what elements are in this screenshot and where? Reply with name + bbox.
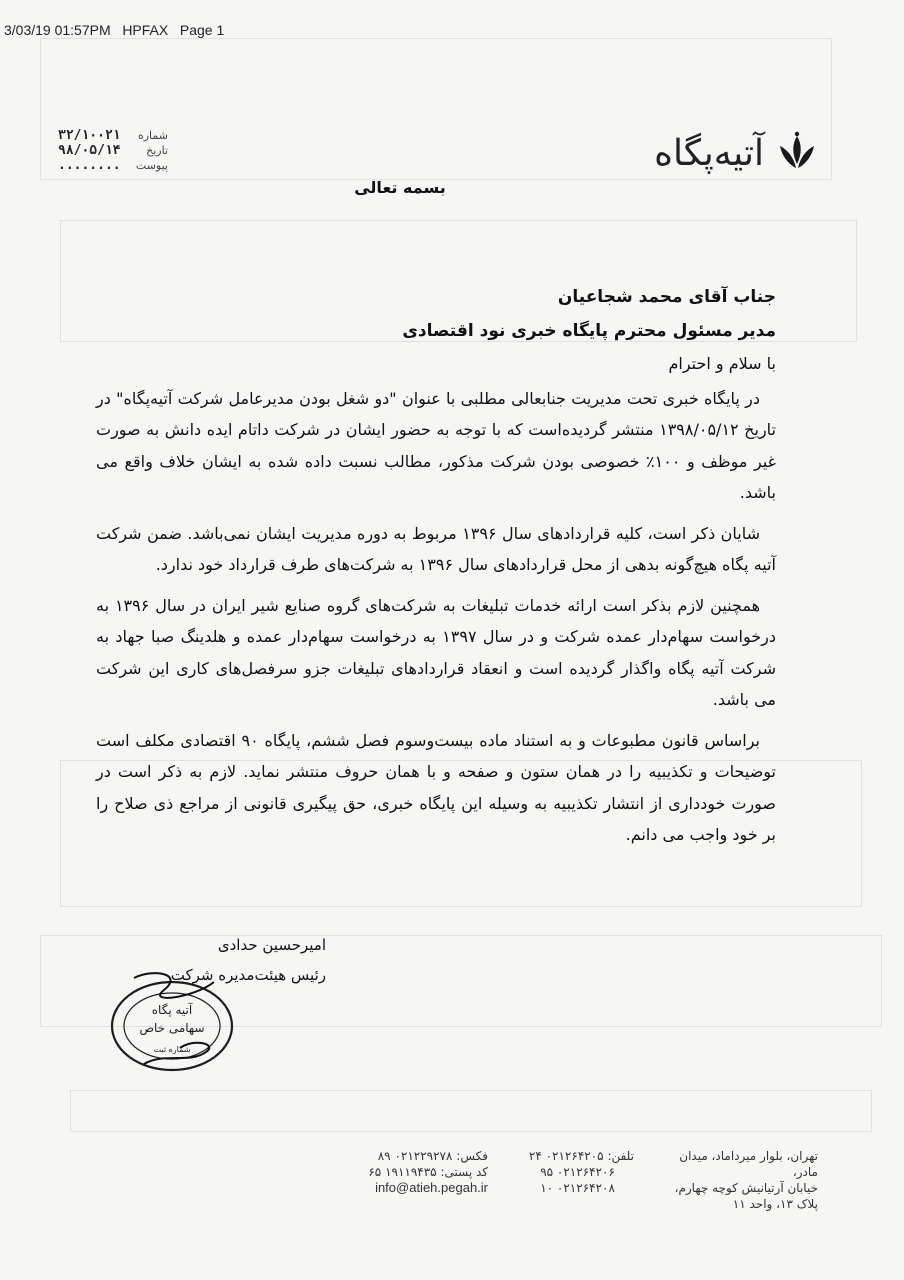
signer-name: امیرحسین حدادی (217, 936, 326, 954)
paragraph: همچنین لازم بذکر است ارائه خدمات تبلیغات به شرکت‌های گروه صنایع شیر ایران در سال ۱۳۹۶ به درخواست سهام‌دار عمده شرکت و در سال ۱۳۹۷ به درخواست سهام‌دار عمده و هلدینگ صبا جهاد به شرکت آتیه پگاه واگذار گردیده است و انعقاد قراردادهای تبلیغات جزو سرفصل‌های کاری این شرکت می باشد. (96, 595, 777, 709)
company-fax-postcode: فکس: ۰۲۱۲۲۹۲۷۸ ۸۹ کد پستی: ۱۹۱۱۹۴۳۵ ۶۵ info@atieh.pegah.ir (348, 1148, 488, 1196)
company-address: تهران، بلوار میرداماد، میدان مادر، خیابان آرتیانیش کوچه چهارم، پلاک ۱۳، واحد ۱۱ (674, 1149, 818, 1211)
fax-page: Page 1 (179, 22, 225, 38)
greeting: با سلام و احترام (668, 354, 776, 373)
letterhead-footer (350, 1148, 818, 1211)
reference-meta (58, 128, 168, 173)
recipient-title: مدیر مسئول محترم پایگاه خبری نود اقتصادی (402, 321, 776, 341)
seal-line: سهامی خاص (139, 1021, 205, 1035)
bismillah-heading: بسمه تعالی (354, 178, 446, 197)
fax-machine: HPFAX (122, 22, 169, 38)
fax-header (4, 22, 224, 38)
show-through-box (70, 1090, 872, 1132)
logo-text: آتیه‌پگاه (654, 132, 764, 174)
recipient-name: جناب آقای محمد شجاعیان (557, 287, 776, 307)
meta-number: شماره ۳۲/۱۰۰۲۱ (58, 128, 168, 143)
company-seal-stamp (94, 968, 244, 1076)
seal-line: آتیه پگاه (151, 1003, 193, 1017)
wheat-leaf-icon (774, 130, 820, 176)
paragraph: شایان ذکر است، کلیه قراردادهای سال ۱۳۹۶ مربوط به دوره مدیریت ایشان نمی‌باشد. ضمن شرکت آتیه پگاه هیچ‌گونه بدهی از محل قراردادهای سال ۱۳۹۶ به شرکت‌های طرف قرارداد خود ندارد. (96, 523, 776, 574)
seal-line: شماره ثبت (153, 1045, 191, 1054)
signer-position: رئیس هیئت‌مدیره شرکت (170, 966, 326, 984)
letter-body (96, 280, 776, 860)
company-email[interactable]: info@atieh.pegah.ir (375, 1180, 488, 1195)
paragraph: براساس قانون مطبوعات و به استناد ماده بیست‌وسوم فصل ششم، پایگاه ۹۰ اقتصادی مکلف است توضیحات و تکذیبیه را در همان ستون و صفحه و با همان حروف منتشر نماید. لازم به ذکر است در صورت خودداری از انتشار تکذیبیه به وسیله این پایگاه خبری، حق پیگیری قانونی از مراجع ذی صلاح را بر خود واجب می دانم. (96, 730, 776, 844)
company-phones: تلفن: ۰۲۱۲۶۴۲۰۵ ۲۴ ۰۲۱۲۶۴۲۰۶ ۹۵ ۰۲۱۲۶۴۲۰۸ ۱۰ (528, 1149, 634, 1195)
meta-date: تاریخ ۹۸/۰۵/۱۴ (58, 143, 168, 158)
paragraph: در پایگاه خبری تحت مدیریت جنابعالی مطلبی با عنوان "دو شغل بودن مدیرعامل شرکت آتیه‌پگاه" در تاریخ ۱۳۹۸/۰۵/۱۲ منتشر گردیده‌است که با توجه به حضور ایشان در شرکت داتام ایده دانش به صورت غیر موظف و ۱۰۰٪ خصوصی بودن شرکت مذکور، مطالب نسبت داده شده به ایشان خلاف واقع می باشد. (96, 388, 777, 502)
fax-datetime: 3/03/19 01:57PM (4, 22, 111, 38)
meta-attachment: پیوست ........ (58, 158, 168, 173)
